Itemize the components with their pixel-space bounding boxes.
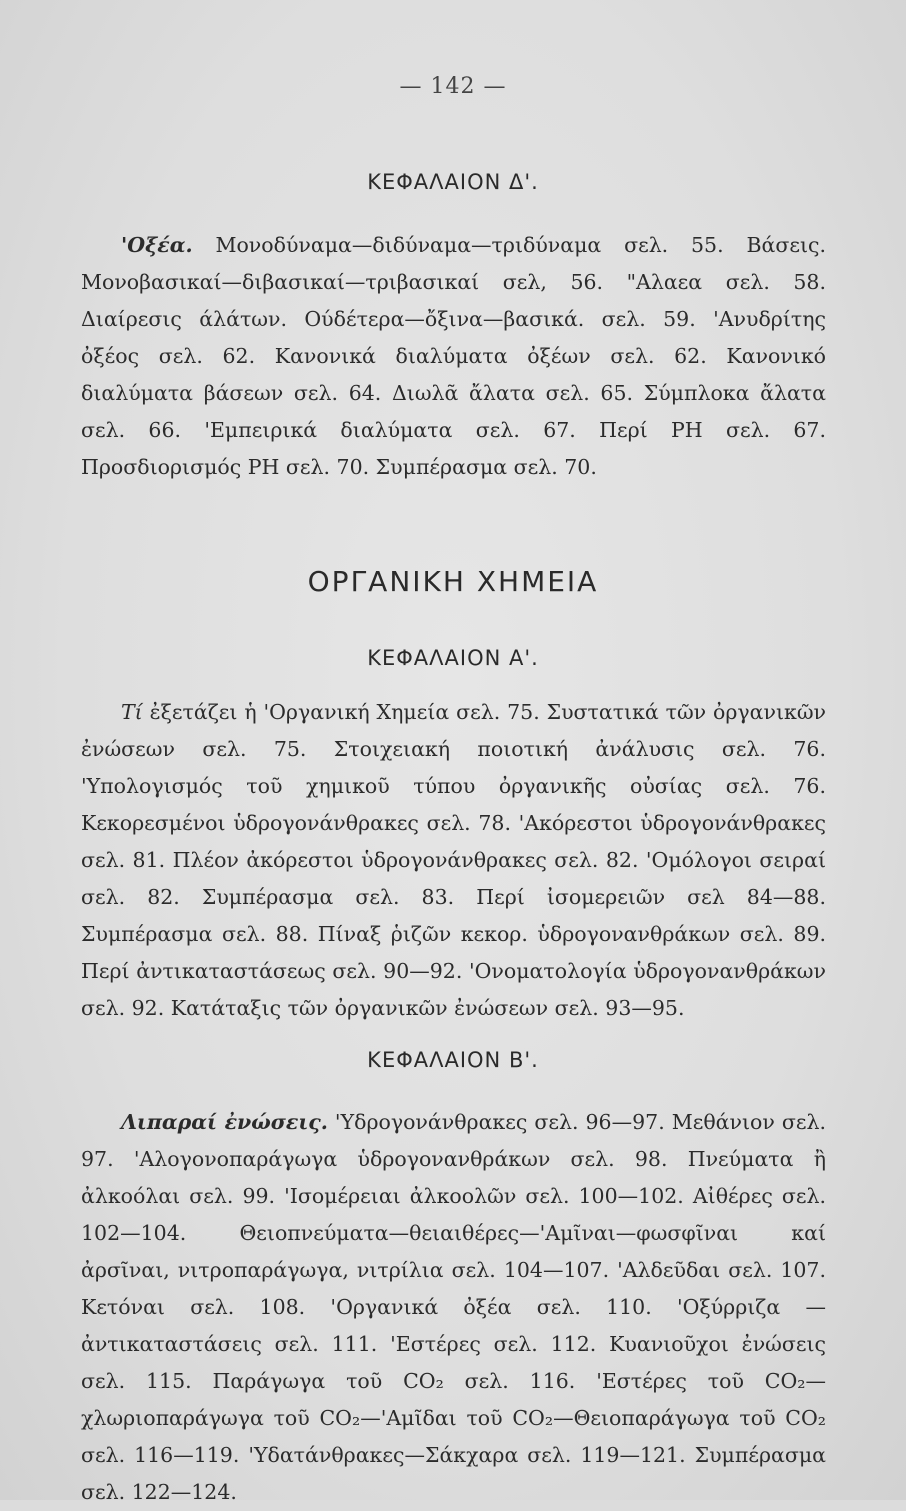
chapter-heading-d: ΚΕΦΑΛΑΙΟΝ Δ'.	[367, 170, 539, 194]
part-heading-organic-chemistry: ΟΡΓΑΝΙΚΗ ΧΗΜΕΙΑ	[307, 565, 599, 598]
chapter-b-paragraph	[81, 1104, 826, 1511]
chapter-heading-a: ΚΕΦΑΛΑΙΟΝ Α'.	[367, 646, 539, 670]
chapter-d-paragraph	[81, 227, 826, 486]
chapter-heading-b: ΚΕΦΑΛΑΙΟΝ Β'.	[367, 1048, 539, 1072]
chapter-b-lead: Λιπαραί ἐνώσεις.	[121, 1110, 328, 1134]
chapter-a-body: ἐξετάζει ἡ 'Οργανική Χημεία σελ. 75. Συστατικά τῶν ὀργανικῶν ἐνώσεων σελ. 75. Στοιχειακή ποιοτική ἀνάλυσις σελ. 76. 'Υπολογισμός τοῦ χημικοῦ τύπου ὀργανικῆς οὐσίας σελ. 76. Κεκορεσμένοι ὑδρογονάνθρακες σελ. 78. 'Ακόρεστοι ὑδρογονάνθρακες σελ. 81. Πλέον ἀκόρεστοι ὑδρογονάνθρακες σελ. 82. 'Ομόλογοι σειραί σελ. 82. Συμπέρασμα σελ. 83. Περί ἰσομερειῶν σελ 84—88. Συμπέρασμα σελ. 88. Πίναξ ῥιζῶν κεκορ. ὑδρογονανθράκων σελ. 89. Περί ἀντικαταστάσεως σελ. 90—92. 'Ονοματολογία ὑδρογονανθράκων σελ. 92. Κατάταξις τῶν ὀργανικῶν ἐνώσεων σελ. 93—95.	[81, 700, 826, 1020]
page-number: — 142 —	[399, 74, 507, 99]
chapter-a-lead: Τί	[121, 700, 143, 724]
chapter-d-lead: 'Οξέα.	[121, 233, 193, 257]
chapter-d-body: Μονοδύναμα—διδύναμα—τριδύναμα σελ. 55. Βάσεις. Μονοβασικαί—διβασικαί—τριβασικαί σελ, 56. "Αλαεα σελ. 58. Διαίρεσις άλάτων. Ούδέτερα—ὄξινα—βασικά. σελ. 59. 'Ανυδρίτης ὀξέος σελ. 62. Κανονικά διαλύματα ὀξέων σελ. 62. Κανονικό διαλύματα βάσεων σελ. 64. Διωλᾶ ἄλατα σελ. 65. Σύμπλοκα ἄλατα σελ. 66. 'Εμπειρικά διαλύματα σελ. 67. Περί PH σελ. 67. Προσδιορισμός PH σελ. 70. Συμπέρασμα σελ. 70.	[81, 233, 826, 479]
chapter-a-paragraph	[81, 694, 826, 1027]
chapter-b-body: 'Υδρογονάνθρακες σελ. 96—97. Μεθάνιον σελ. 97. 'Αλογονοπαράγωγα ὑδρογονανθράκων σελ. 98. Πνεύματα ἢ ἀλκοόλαι σελ. 99. 'Ισομέρειαι ἀλκοολῶν σελ. 100—102. Αἰθέρες σελ. 102—104. Θειοπνεύματα—θειαιθέρες—'Αμῖναι—φωσφῖναι καί ἀρσῖναι, νιτροπαράγωγα, νιτρίλια σελ. 104—107. 'Αλδεῦδαι σελ. 107. Κετόναι σελ. 108. 'Οργανικά ὀξέα σελ. 110. 'Οξύρριζα — ἀντικαταστάσεις σελ. 111. 'Εστέρες σελ. 112. Κυανιοῦχοι ἐνώσεις σελ. 115. Παράγωγα τοῦ CO₂ σελ. 116. 'Εστέρες τοῦ CO₂—χλωριοπαράγωγα τοῦ CO₂—'Αμῖδαι τοῦ CO₂—Θειοπαράγωγα τοῦ CO₂ σελ. 116—119. 'Υδατάνθρακες—Σάκχαρα σελ. 119—121. Συμπέρασμα σελ. 122—124.	[81, 1110, 826, 1504]
